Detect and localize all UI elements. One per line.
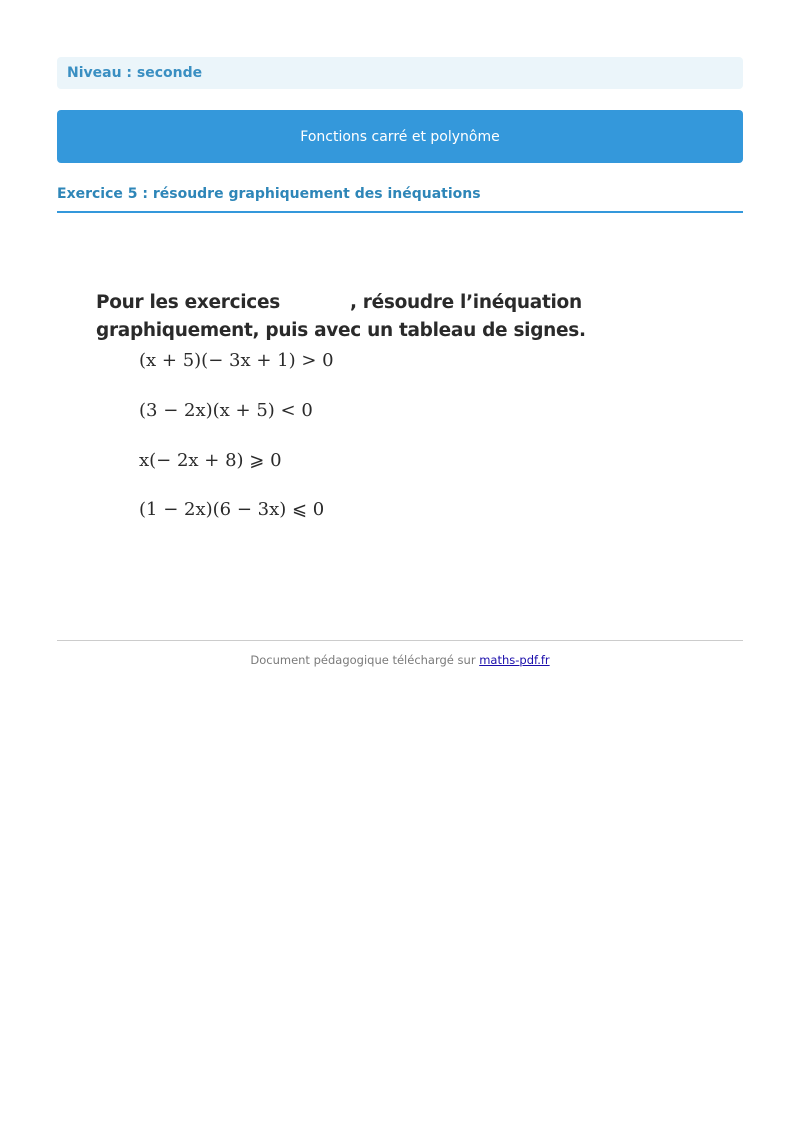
instruction-line2: graphiquement, puis avec un tableau de signes.: [96, 320, 586, 341]
instruction-line1-end: , résoudre l’inéquation: [349, 292, 582, 313]
inequation-1: (x + 5)(− 3x + 1) > 0: [139, 350, 334, 371]
footer-link[interactable]: maths-pdf.fr: [479, 653, 550, 667]
footer-text: Document pédagogique téléchargé sur: [250, 653, 480, 667]
page-content: [57, 57, 743, 618]
level-label: Niveau : seconde: [67, 65, 203, 81]
instruction-line1-start: Pour les exercices: [96, 292, 280, 313]
inequation-3: x(− 2x + 8) ⩾ 0: [139, 450, 282, 471]
level-box: [57, 57, 743, 89]
chapter-title: Fonctions carré et polynôme: [300, 128, 500, 145]
chapter-banner: [57, 110, 743, 163]
inequation-4: (1 − 2x)(6 − 3x) ⩽ 0: [139, 499, 325, 520]
inequation-2: (3 − 2x)(x + 5) < 0: [139, 400, 313, 421]
footer: [57, 640, 743, 667]
exercise-title: Exercice 5 : résoudre graphiquement des inéquations: [57, 186, 743, 213]
exercise-instructions: [96, 289, 586, 345]
exercise-image: [57, 213, 743, 618]
